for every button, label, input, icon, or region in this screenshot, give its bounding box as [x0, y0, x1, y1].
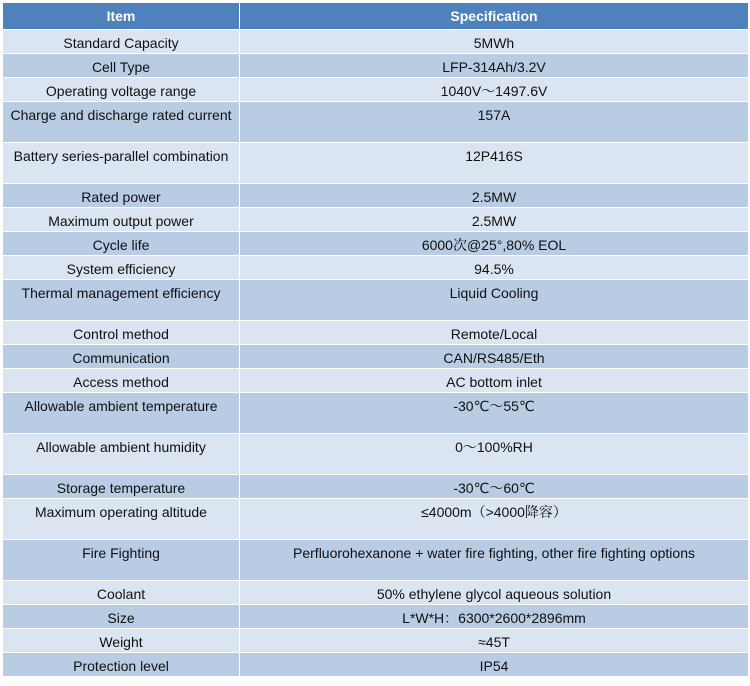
- table-row: [3, 143, 749, 184]
- spec-table: [2, 2, 749, 677]
- table-row: [3, 78, 749, 102]
- row-item: Maximum output power: [3, 208, 240, 232]
- table-row: [3, 540, 749, 581]
- row-spec: AC bottom inlet: [240, 369, 749, 393]
- table-row: [3, 369, 749, 393]
- row-item: Protection level: [3, 653, 240, 677]
- row-item: Maximum operating altitude: [3, 499, 240, 540]
- row-item: Storage temperature: [3, 475, 240, 499]
- row-item: Standard Capacity: [3, 30, 240, 54]
- table-row: [3, 280, 749, 321]
- row-spec: -30℃～60℃: [240, 475, 749, 499]
- table-row: [3, 475, 749, 499]
- row-spec: LFP-314Ah/3.2V: [240, 54, 749, 78]
- row-item: Allowable ambient humidity: [3, 434, 240, 475]
- row-spec: ≤4000m（>4000降容）: [240, 499, 749, 540]
- row-item: Weight: [3, 629, 240, 653]
- table-row: [3, 30, 749, 54]
- row-spec: 1040V～1497.6V: [240, 78, 749, 102]
- table-row: [3, 345, 749, 369]
- table-row: [3, 499, 749, 540]
- table-row: [3, 232, 749, 256]
- header-specification: Specification: [240, 3, 749, 30]
- row-item: Charge and discharge rated current: [3, 102, 240, 143]
- table-row: [3, 393, 749, 434]
- table-header-row: [3, 3, 749, 30]
- table-row: [3, 653, 749, 677]
- row-item: Allowable ambient temperature: [3, 393, 240, 434]
- table-row: [3, 605, 749, 629]
- row-item: Control method: [3, 321, 240, 345]
- row-item: Size: [3, 605, 240, 629]
- row-spec: 5MWh: [240, 30, 749, 54]
- row-item: Fire Fighting: [3, 540, 240, 581]
- row-spec: ≈45T: [240, 629, 749, 653]
- row-spec: 2.5MW: [240, 208, 749, 232]
- row-spec: Liquid Cooling: [240, 280, 749, 321]
- row-item: Cell Type: [3, 54, 240, 78]
- table-row: [3, 581, 749, 605]
- row-spec: 94.5%: [240, 256, 749, 280]
- table-row: [3, 184, 749, 208]
- row-item: System efficiency: [3, 256, 240, 280]
- row-spec: IP54: [240, 653, 749, 677]
- row-spec: 50% ethylene glycol aqueous solution: [240, 581, 749, 605]
- row-spec: 12P416S: [240, 143, 749, 184]
- row-item: Operating voltage range: [3, 78, 240, 102]
- row-item: Cycle life: [3, 232, 240, 256]
- row-item: Coolant: [3, 581, 240, 605]
- table-row: [3, 434, 749, 475]
- row-spec: -30℃～55℃: [240, 393, 749, 434]
- table-row: [3, 321, 749, 345]
- row-spec: 0～100%RH: [240, 434, 749, 475]
- table-row: [3, 629, 749, 653]
- row-item: Access method: [3, 369, 240, 393]
- table-row: [3, 102, 749, 143]
- row-item: Rated power: [3, 184, 240, 208]
- row-spec: 2.5MW: [240, 184, 749, 208]
- table-row: [3, 208, 749, 232]
- row-item: Communication: [3, 345, 240, 369]
- row-item: Thermal management efficiency: [3, 280, 240, 321]
- header-item: Item: [3, 3, 240, 30]
- row-spec: Perfluorohexanone + water fire fighting, other fire fighting options: [240, 540, 749, 581]
- table-row: [3, 256, 749, 280]
- table-row: [3, 54, 749, 78]
- row-spec: 157A: [240, 102, 749, 143]
- row-spec: L*W*H：6300*2600*2896mm: [240, 605, 749, 629]
- row-spec: CAN/RS485/Eth: [240, 345, 749, 369]
- row-spec: Remote/Local: [240, 321, 749, 345]
- row-spec: 6000次@25°,80% EOL: [240, 232, 749, 256]
- row-item: Battery series-parallel combination: [3, 143, 240, 184]
